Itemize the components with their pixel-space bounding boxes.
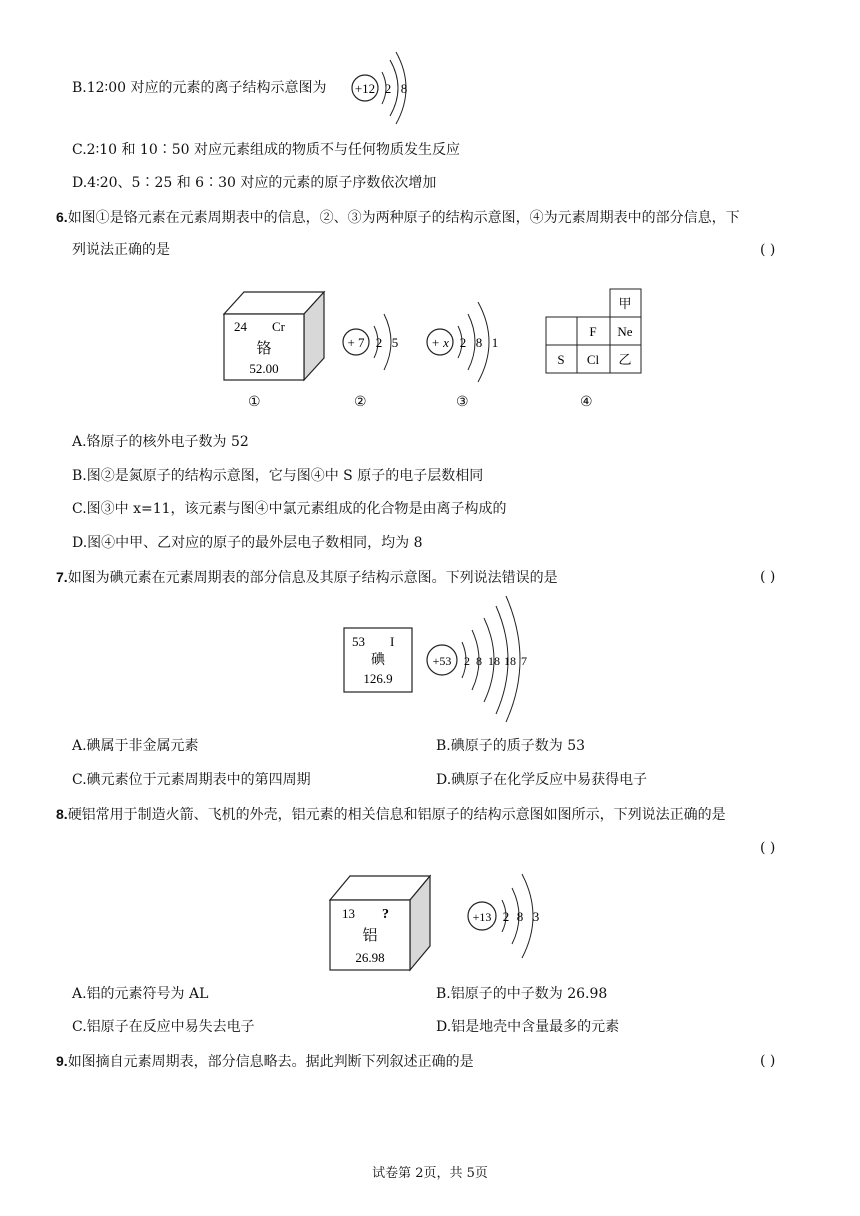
- q6-option-a: A.铬原子的核外电子数为 52: [72, 434, 249, 450]
- q7-option-a: A.碘属于非金属元素: [72, 738, 199, 754]
- shell-count: 5: [391, 335, 399, 350]
- element-symbol: Cr: [272, 319, 285, 334]
- element-symbol: I: [390, 634, 395, 649]
- q8-atom-diagram: [464, 866, 554, 966]
- q8-element-card: [326, 872, 436, 974]
- element-name: 铝: [362, 928, 378, 944]
- shell-count: 3: [532, 909, 540, 924]
- nucleus-label: +13: [472, 910, 492, 924]
- q7-number: 7.: [56, 569, 68, 585]
- q9-answer-paren: ( ): [760, 1053, 776, 1069]
- q5-option-c: C.2∶10 和 10∶50 对应元素组成的物质不与任何物质发生反应: [72, 142, 461, 158]
- shell-count: 8: [475, 335, 483, 350]
- q8-option-a: A.铝的元素符号为 AL: [72, 986, 209, 1002]
- q6-fig1-element-card: [220, 284, 330, 384]
- shell-count: 8: [516, 909, 524, 924]
- element-name: 碘: [371, 653, 385, 668]
- atomic-number: 24: [234, 319, 247, 334]
- q7-stem-text: 如图为碘元素在元素周期表的部分信息及其原子结构示意图。下列说法错误的是: [67, 570, 558, 586]
- q9-stem-text: 如图摘自元素周期表，部分信息略去。据此判断下列叙述正确的是: [67, 1054, 474, 1070]
- q6-fig3-atom-diagram: [424, 294, 514, 390]
- atomic-number: 53: [352, 634, 365, 649]
- q5-option-d: D.4∶20、5∶25 和 6∶30 对应的元素的原子序数依次增加: [72, 175, 437, 191]
- shell-count: 8: [400, 81, 408, 96]
- q8-stem: [56, 804, 726, 825]
- element-symbol: ?: [382, 907, 389, 922]
- shell-count: 2: [459, 335, 467, 350]
- cell-f: F: [589, 324, 597, 339]
- shell-count: 2: [502, 909, 510, 924]
- q5-option-b: [72, 78, 326, 98]
- nucleus-label: + 7: [347, 335, 365, 350]
- q5-ion-diagram: [346, 48, 426, 128]
- shell-count: 18: [504, 654, 516, 668]
- q6-stem-text: 如图①是铬元素在元素周期表中的信息，②、③为两种原子的结构示意图，④为元素周期表中的部分信息，下: [67, 210, 740, 226]
- q8-stem-text: 硬铝常用于制造火箭、飞机的外壳，铝元素的相关信息和铝原子的结构示意图如图所示，下列说法正确的是: [67, 807, 726, 823]
- q5-option-b-text: B.12∶00 对应的元素的离子结构示意图为: [72, 80, 327, 96]
- nucleus-label: +53: [432, 654, 452, 668]
- q6-stem-line2: 列说法正确的是: [72, 242, 170, 258]
- cell-s: S: [557, 352, 565, 367]
- q6-option-c: C.图③中 x=11，该元素与图④中氯元素组成的化合物是由离子构成的: [72, 501, 507, 517]
- q8-number: 8.: [56, 806, 68, 822]
- shell-count: 1: [491, 335, 499, 350]
- cell-cl: Cl: [586, 352, 600, 367]
- atomic-mass: 126.9: [363, 671, 393, 686]
- q7-option-c: C.碘元素位于元素周期表中的第四周期: [72, 772, 311, 788]
- cell-jia: 甲: [618, 296, 632, 311]
- nucleus-label: +12: [354, 81, 376, 96]
- atomic-number: 13: [342, 906, 355, 921]
- shell-count: 8: [476, 654, 482, 668]
- page-footer: 试卷第 2页，共 5页: [372, 1166, 488, 1181]
- q7-option-b: B.碘原子的质子数为 53: [436, 738, 586, 754]
- shell-count: 2: [384, 81, 392, 96]
- shell-count: 18: [488, 654, 500, 668]
- q6-number: 6.: [56, 209, 68, 225]
- q6-stem-line1: [56, 207, 740, 228]
- q6-fig2-caption: ②: [354, 394, 367, 410]
- nucleus-label: + x: [431, 335, 449, 350]
- atomic-mass: 52.00: [249, 361, 279, 376]
- shell-count: 7: [521, 654, 527, 668]
- q7-element-card: [342, 626, 416, 696]
- shell-count: 2: [464, 654, 470, 668]
- q9-number: 9.: [56, 1053, 68, 1069]
- element-name: 铬: [256, 341, 272, 357]
- q8-answer-paren: ( ): [760, 840, 776, 856]
- q6-option-d: D.图④中甲、乙对应的原子的最外层电子数相同，均为 8: [72, 535, 423, 551]
- q6-fig4-periodic-fragment: [544, 288, 644, 376]
- q7-atom-diagram: [424, 594, 534, 724]
- shell-count: 2: [375, 335, 383, 350]
- q6-fig4-caption: ④: [580, 394, 593, 410]
- q7-option-d: D.碘原子在化学反应中易获得电子: [436, 772, 648, 788]
- q7-stem: [56, 567, 558, 588]
- atomic-mass: 26.98: [355, 950, 385, 965]
- q8-option-d: D.铝是地壳中含量最多的元素: [436, 1019, 620, 1035]
- q6-fig2-atom-diagram: [340, 304, 410, 380]
- cell-ne: Ne: [617, 324, 633, 339]
- q7-answer-paren: ( ): [760, 569, 776, 585]
- q6-answer-paren: ( ): [760, 242, 776, 258]
- cell-yi: 乙: [618, 352, 632, 367]
- q6-fig3-caption: ③: [456, 394, 469, 410]
- q9-stem: [56, 1051, 474, 1072]
- q6-option-b: B.图②是氮原子的结构示意图，它与图④中 S 原子的电子层数相同: [72, 468, 484, 484]
- q6-fig1-caption: ①: [248, 394, 261, 410]
- q8-option-c: C.铝原子在反应中易失去电子: [72, 1019, 255, 1035]
- q8-option-b: B.铝原子的中子数为 26.98: [436, 986, 608, 1002]
